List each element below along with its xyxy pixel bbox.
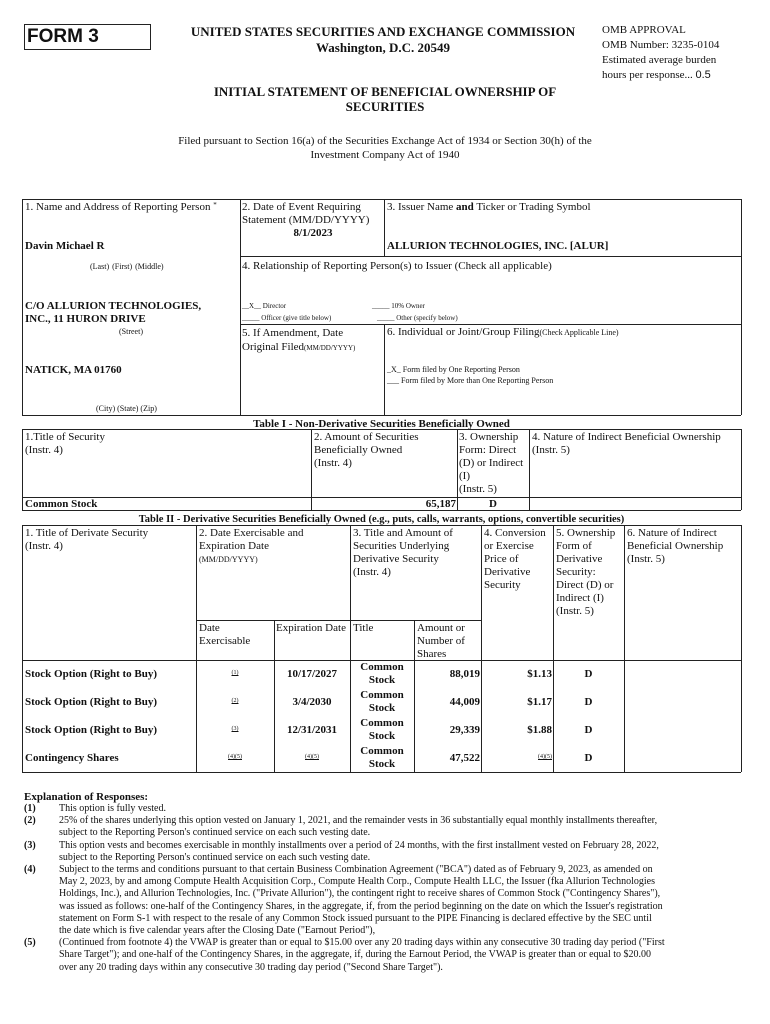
header-line-small: (MM/DD/YYYY)	[199, 555, 258, 564]
box5-label-text: Original Filed	[242, 341, 305, 353]
table2-col-price	[484, 527, 546, 592]
row-form: D	[584, 668, 593, 680]
filed-pursuant-line: Investment Company Act of 1940	[310, 149, 460, 161]
footnote-line: statement on Form S-1 with respect to the resale of any Common Stock issued pursuant to the PIPE Financing is declared effective by the SEC until	[59, 912, 652, 924]
row-expiration: 3/4/2030	[292, 696, 332, 708]
table2-col-nature	[627, 527, 723, 566]
table2-col-security	[25, 527, 148, 553]
box-border	[240, 199, 241, 415]
box2-label-line: Statement (MM/DD/YYYY)	[242, 214, 370, 226]
footnote	[24, 840, 749, 864]
agency-name: UNITED STATES SECURITIES AND EXCHANGE COMMISSION	[190, 24, 576, 39]
box6-label	[387, 326, 619, 338]
header-line: 1.Title of Security	[25, 431, 105, 443]
filed-pursuant-line: Filed pursuant to Section 16(a) of the Securities Exchange Act of 1934 or Section 30(h) of the	[178, 135, 592, 147]
title-line: Common	[360, 717, 404, 729]
header-line: 4. Conversion	[484, 527, 546, 539]
row-exercisable-note: (4)(5)	[228, 754, 242, 760]
footnote-text	[59, 937, 665, 974]
table-row	[22, 744, 741, 772]
footnote-line: subject to the Reporting Person's continued service on each such vesting date.	[59, 827, 371, 839]
footnote-line: the date which is five calendar years after the Closing Date ("Earnout Period"),	[59, 925, 376, 937]
box3-label-text: 3. Issuer Name	[387, 201, 457, 213]
table2-col-underlying	[353, 527, 453, 579]
box-border	[384, 324, 385, 415]
header-line: Form of	[556, 540, 592, 552]
header-line: Number of	[417, 635, 465, 647]
row-security: Contingency Shares	[25, 752, 119, 764]
box4-label: 4. Relationship of Reporting Person(s) to Issuer (Check all applicable)	[242, 260, 552, 272]
footnote-line: over any 20 trading days within any consecutive 30 trading day period ("Second Share Target").	[59, 961, 443, 973]
footnote-text	[59, 864, 663, 937]
statement-title-line: INITIAL STATEMENT OF BENEFICIAL OWNERSHIP OF	[213, 84, 557, 99]
footnote-line: Share Target"); and one-half of the Contingency Shares, in the aggregate, if, during the Earnout Period, the VWAP is greater than or equal to $20.00	[59, 949, 652, 961]
row-form: D	[584, 696, 593, 708]
header-line: (Instr. 4)	[314, 457, 352, 469]
row-expiration: 12/31/2031	[286, 724, 338, 736]
header-line: Amount or	[417, 622, 465, 634]
box5-label-small: (MM/DD/YYYY)	[304, 344, 356, 352]
row-amount: 47,522	[449, 752, 480, 764]
row-underlying-title	[350, 745, 414, 771]
header-line: Expiration Date	[199, 540, 269, 552]
ten-percent-owner-checkbox[interactable]: _____ 10% Owner	[372, 302, 425, 310]
title-line: Stock	[368, 702, 396, 714]
header-line: Date	[199, 622, 220, 634]
header-line: (Instr. 4)	[25, 444, 63, 456]
subheader-expiration-date: Expiration Date	[276, 622, 346, 634]
row-price: $1.13	[527, 668, 552, 680]
row-amount: 44,009	[449, 696, 480, 708]
street-line: C/O ALLURION TECHNOLOGIES,	[25, 300, 202, 312]
box-border	[22, 415, 741, 416]
city-hint: (City) (State) (Zip)	[96, 404, 157, 413]
row-security: Stock Option (Right to Buy)	[25, 668, 158, 680]
table1-col-nature	[532, 431, 721, 457]
header-line: (Instr. 5)	[627, 553, 665, 565]
row-form: D	[584, 752, 593, 764]
header-line: (Instr. 4)	[353, 566, 391, 578]
filed-pursuant-note	[100, 134, 670, 162]
explanation-heading: Explanation of Responses:	[24, 791, 149, 803]
header-line: (Instr. 5)	[556, 605, 594, 617]
table-border	[529, 429, 530, 510]
footnote-number: (2)	[24, 815, 36, 827]
header-line: Direct (D) or	[556, 579, 614, 591]
one-reporting-person-checkbox[interactable]: _X_ Form filed by One Reporting Person	[387, 365, 520, 374]
table2-col-ownership	[556, 527, 615, 618]
box5-label-line: 5. If Amendment, Date	[242, 327, 344, 339]
table2-col-dates	[199, 527, 303, 566]
box5-label	[242, 326, 355, 355]
header-line: Exercisable	[199, 635, 251, 647]
row-amount: 88,019	[449, 668, 480, 680]
footnote-number: (4)	[24, 864, 36, 876]
table1-row-amount: 65,187	[425, 498, 456, 510]
footnote	[24, 864, 749, 937]
table1-title: Table I - Non-Derivative Securities Beneficially Owned	[253, 418, 510, 430]
omb-approval-block	[602, 23, 719, 83]
table-border	[741, 525, 742, 772]
footnote	[24, 803, 749, 815]
table1-row-title: Common Stock	[25, 498, 98, 510]
title-line: Common	[360, 689, 404, 701]
row-expiration: 10/17/2027	[286, 668, 338, 680]
agency-location: Washington, D.C. 20549	[316, 40, 450, 55]
subheader-amount	[417, 622, 465, 661]
form-title-box	[24, 24, 151, 50]
header-line: (Instr. 4)	[25, 540, 63, 552]
row-exercisable-note: (1)	[231, 670, 239, 676]
header-line: 2. Date Exercisable and	[199, 527, 304, 539]
box3-label	[387, 201, 591, 213]
subheader-date-exercisable	[199, 622, 250, 648]
header-line: Beneficial Ownership	[627, 540, 724, 552]
event-date: 8/1/2023	[293, 227, 333, 239]
multiple-reporting-persons-checkbox[interactable]: ___ Form filed by More than One Reporting Person	[387, 376, 554, 385]
header-line: Derivative	[484, 566, 531, 578]
box6-label-text: 6. Individual or Joint/Group Filing	[387, 326, 540, 338]
table-row	[22, 660, 741, 688]
title-line: Common	[360, 745, 404, 757]
box3-label-and: and	[456, 201, 474, 213]
header-line: Derivative Security	[353, 553, 439, 565]
footnote-line: This option vests and becomes exercisable in monthly installments over a period of 24 months, with the first installment vested on February 28, 2022,	[59, 839, 659, 851]
footnote	[24, 815, 749, 839]
row-price-note: (4)(5)	[538, 754, 552, 760]
header-line: 1. Title of Derivate Security	[25, 527, 149, 539]
omb-line	[602, 68, 719, 83]
table-border	[22, 429, 23, 510]
header-line: (Instr. 5)	[532, 444, 570, 456]
box-border	[22, 199, 741, 200]
table-row	[22, 688, 741, 716]
row-exercisable-note: (3)	[231, 726, 239, 732]
omb-hours-value: 0.5	[695, 69, 711, 81]
statement-title-line: SECURITIES	[345, 99, 425, 114]
row-underlying-title	[350, 717, 414, 743]
table1-col-title	[25, 431, 105, 457]
omb-line: OMB Number: 3235-0104	[602, 39, 720, 51]
footnote-line: Holdings, Inc.), and Allurion Technologies, Inc. ("Private Allurion"), the contingent right to receive shares of Common Stock ("Contingency Shares"),	[59, 888, 661, 900]
footnote-line: (Continued from footnote 4) the VWAP is greater than or equal to $15.00 over any 20 trading days within any consecutive 30 trading day period ("First	[59, 937, 665, 949]
header-line: Securities Underlying	[353, 540, 450, 552]
row-price: $1.17	[527, 696, 552, 708]
title-line: Common	[360, 661, 404, 673]
header-line: (Instr. 5)	[459, 483, 497, 495]
issuer-name: ALLURION TECHNOLOGIES, INC. [ALUR]	[387, 240, 609, 252]
other-checkbox[interactable]: _____ Other (specify below)	[377, 314, 458, 322]
table-border	[741, 429, 742, 510]
header-line: Form: Direct	[459, 444, 517, 456]
footnote-text	[59, 803, 166, 815]
header-line: 6. Nature of Indirect	[627, 527, 717, 539]
table1-col-amount	[314, 431, 419, 470]
header-line: or Exercise	[484, 540, 534, 552]
box-border	[741, 199, 742, 415]
omb-line: OMB APPROVAL	[602, 24, 686, 36]
street-line: INC., 11 HURON DRIVE	[25, 313, 146, 325]
table-border	[196, 620, 481, 621]
street-hint: (Street)	[119, 327, 143, 336]
header-line: 3. Ownership	[459, 431, 519, 443]
omb-line: Estimated average burden	[602, 54, 717, 66]
box-border	[240, 256, 741, 257]
header-line: 2. Amount of Securities	[314, 431, 419, 443]
title-line: Stock	[368, 758, 396, 770]
box1-label	[25, 201, 217, 213]
director-checkbox[interactable]: __X__ Director	[242, 302, 287, 310]
table1-row-form: D	[489, 498, 497, 510]
name-hint: (Last) (First) (Middle)	[90, 262, 164, 271]
table-row	[22, 716, 741, 744]
footnote	[24, 937, 749, 974]
box1-label-mark: *	[213, 201, 217, 209]
box3-label-text: Ticker or Trading Symbol	[473, 201, 591, 213]
table2-title-text: Table II - Derivative Securities Beneficially Owned (e.g., puts, calls, warrants, options, convertible securities)	[138, 514, 625, 525]
row-security: Stock Option (Right to Buy)	[25, 724, 158, 736]
omb-hours-label: hours per response...	[602, 69, 693, 81]
footnote-number: (5)	[24, 937, 36, 949]
reporting-person-street	[25, 300, 201, 326]
row-underlying-title	[350, 661, 414, 687]
row-amount: 29,339	[449, 724, 480, 736]
box-border	[240, 324, 741, 325]
box-border	[384, 199, 385, 256]
table-border	[22, 510, 741, 511]
footnote-line: was issued as follows: one-half of the Contingency Shares, in the aggregate, if, from the period beginning on the date on which the Issuer's registration	[59, 900, 663, 912]
row-underlying-title	[350, 689, 414, 715]
header-line: Shares	[417, 648, 447, 660]
row-security: Stock Option (Right to Buy)	[25, 696, 158, 708]
table-border	[22, 772, 741, 773]
box1-label-text: 1. Name and Address of Reporting Person	[25, 201, 211, 213]
footnote-line: Subject to the terms and conditions pursuant to that certain Business Combination Agreement ("BCA") dated as of February 9, 2023, as amended on	[59, 864, 653, 876]
header-line: 3. Title and Amount of	[353, 527, 453, 539]
title-line: Stock	[368, 730, 396, 742]
table-border	[22, 525, 741, 526]
reporting-person-city: NATICK, MA 01760	[25, 364, 122, 376]
form-title: FORM 3	[27, 26, 99, 47]
title-line: Stock	[368, 674, 396, 686]
row-exercisable-note: (2)	[231, 698, 239, 704]
header-line: (I)	[459, 470, 470, 482]
row-form: D	[584, 724, 593, 736]
header-line: Beneficially Owned	[314, 444, 403, 456]
table1-col-ownership	[459, 431, 523, 496]
header-line: 4. Nature of Indirect Beneficial Ownership	[532, 431, 721, 443]
footnote-line: This option is fully vested.	[59, 803, 166, 814]
officer-checkbox[interactable]: _____ Officer (give title below)	[242, 314, 332, 322]
header-line: Indirect (I)	[556, 592, 604, 604]
box2-label-line: 2. Date of Event Requiring	[242, 201, 361, 213]
footnote-line: May 2, 2023, by and among Compute Health Acquisition Corp., Compute Health Corp., Compute Health LLC, the Issuer (fka Allurion Technologies	[59, 876, 655, 888]
header-line: Security	[484, 579, 521, 591]
subheader-title: Title	[353, 622, 374, 634]
header-line: Price of	[484, 553, 519, 565]
footnote-number: (1)	[24, 803, 36, 814]
header-line: 5. Ownership	[556, 527, 616, 539]
footnote-line: subject to the Reporting Person's continued service on each such vesting date.	[59, 851, 371, 863]
box5-label-line	[242, 340, 355, 355]
footnote-line: 25% of the shares underlying this option vested on January 1, 2021, and the remainder vests in 36 substantially equal monthly installments thereafter,	[59, 815, 658, 827]
explanation-notes	[24, 803, 749, 974]
reporting-person-name: Davin Michael R	[25, 240, 105, 252]
statement-title	[168, 84, 602, 114]
box-border	[22, 199, 23, 415]
footnote-number: (3)	[24, 839, 36, 851]
table-border	[22, 429, 741, 430]
footnote-text	[59, 815, 657, 839]
row-expiration-note: (4)(5)	[305, 754, 319, 760]
header-line: Security:	[556, 566, 596, 578]
table2-title	[22, 514, 741, 525]
footnote-text	[59, 840, 659, 864]
header-line: (D) or Indirect	[459, 457, 524, 469]
header-line: Derivative	[556, 553, 603, 565]
box2-label	[242, 201, 369, 227]
row-price: $1.88	[527, 724, 552, 736]
box6-label-small: (Check Applicable Line)	[539, 328, 619, 337]
